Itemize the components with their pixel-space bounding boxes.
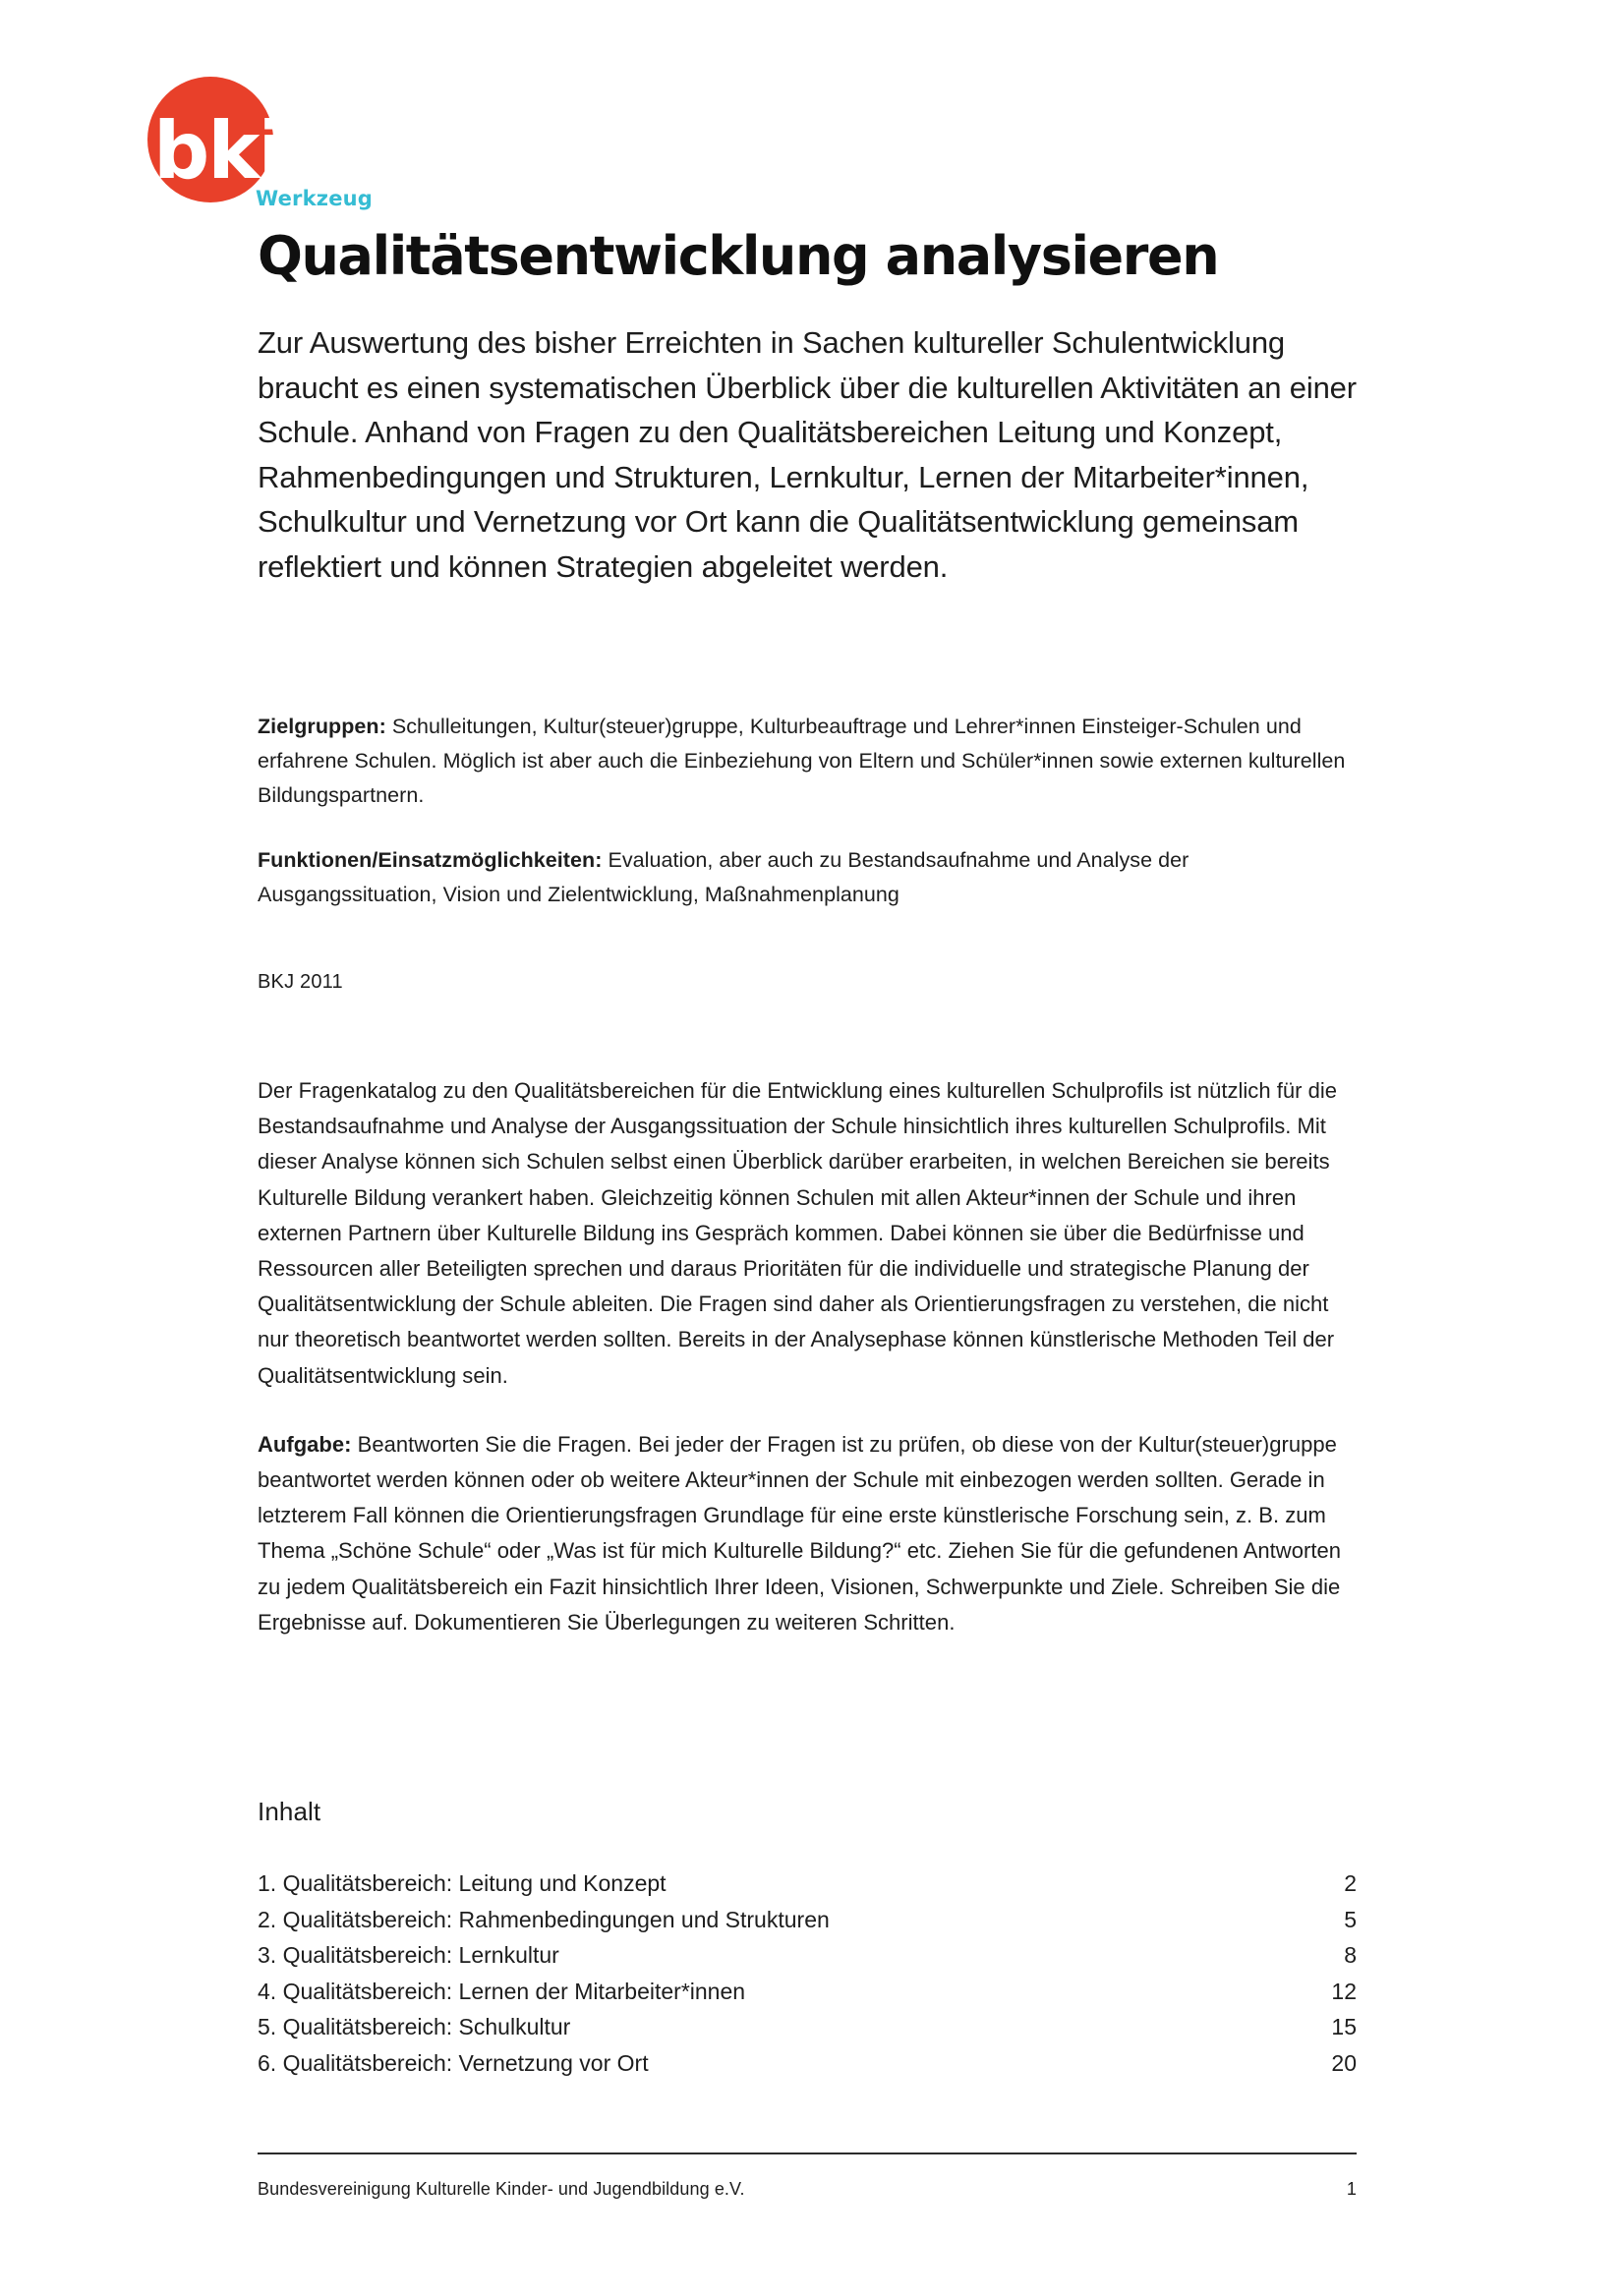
logo-subtitle: Werkzeug [256, 187, 374, 210]
footer-divider [258, 2152, 1357, 2154]
body-paragraph-1: Der Fragenkatalog zu den Qualitätsbereichen für die Entwicklung eines kulturellen Schulprofils ist nützlich für die Bestandsaufnahme und Analyse der Ausgangssituation der Schule hinsichtlich ihres kulturellen Schulprofils. Mit dieser Analyse können sich Schulen selbst einen Überblick darüber erarbeiten, in welchen Bereichen sie bereits Kulturelle Bildung verankert haben. Gleichzeitig können Schulen mit allen Akteur*innen der Schule und ihren externen Partnern über Kulturelle Bildung ins Gespräch kommen. Dabei können sie über die Bedürfnisse und Ressourcen aller Beteiligten sprechen und daraus Prioritäten für die individuelle und strategische Planung der Qualitätsentwicklung der Schule ableiten. Die Fragen sind daher als Orientierungsfragen zu verstehen, die nicht nur theoretisch beantwortet werden sollten. Bereits in der Analysephase können künstlerische Methoden Teil der Qualitätsentwicklung sein. [258, 1078, 1337, 1388]
toc-entry[interactable] [258, 1902, 1357, 1938]
zielgruppen-label: Zielgruppen: [258, 715, 386, 738]
toc-entry-page: 20 [1331, 2049, 1357, 2076]
zielgruppen-text: Schulleitungen, Kultur(steuer)gruppe, Kulturbeauftrage und Lehrer*innen Einsteiger-Schulen und erfahrene Schulen. Möglich ist aber auch die Einbeziehung von Eltern und Schüler*innen sowie externen kulturellen Bildungspartnern. [258, 715, 1346, 807]
toc-entry-label: 2. Qualitätsbereich: Rahmenbedingungen und Strukturen [258, 1906, 830, 1932]
logo-wordmark: bkj [153, 105, 283, 197]
meta-section [258, 710, 1357, 912]
toc-entry-label: 5. Qualitätsbereich: Schulkultur [258, 2014, 571, 2039]
funktionen-entry [258, 843, 1357, 912]
toc-entry[interactable] [258, 1937, 1357, 1974]
toc-entry[interactable] [258, 2045, 1357, 2082]
toc-entry-label: 6. Qualitätsbereich: Vernetzung vor Ort [258, 2049, 649, 2076]
toc-entry-label: 3. Qualitätsbereich: Lernkultur [258, 1942, 559, 1968]
credit-line: BKJ 2011 [258, 971, 343, 993]
page-title: Qualitätsentwicklung analysieren [258, 225, 1219, 287]
body-section [258, 1073, 1357, 1640]
toc-entry-page: 2 [1344, 1870, 1357, 1896]
bkj-logo [147, 77, 472, 214]
footer-page-number: 1 [1346, 2179, 1357, 2199]
toc-heading: Inhalt [258, 1797, 321, 1826]
toc-entry-page: 12 [1331, 1978, 1357, 2004]
page-footer [258, 2176, 1357, 2202]
toc-entry-page: 5 [1344, 1906, 1357, 1932]
footer-organisation: Bundesvereinigung Kulturelle Kinder- und Jugendbildung e.V. [258, 2179, 745, 2199]
funktionen-label: Funktionen/Einsatzmöglichkeiten: [258, 848, 603, 872]
aufgabe-paragraph [258, 1427, 1357, 1640]
toc-entry-label: 4. Qualitätsbereich: Lernen der Mitarbeiter*innen [258, 1978, 746, 2004]
lead-paragraph [258, 320, 1357, 589]
toc-entry[interactable] [258, 1974, 1357, 2010]
toc-entry[interactable] [258, 2009, 1357, 2045]
aufgabe-text: Beantworten Sie die Fragen. Bei jeder der Fragen ist zu prüfen, ob diese von der Kultur(steuer)gruppe beantwortet werden können oder ob weitere Akteur*innen der Schule mit einbezogen werden sollten. Gerade in letzterem Fall können die Orientierungsfragen Grundlage für eine erste künstlerische Forschung sein, z. B. zum Thema „Schöne Schule“ oder „Was ist für mich Kulturelle Bildung?“ etc. Ziehen Sie für die gefundenen Antworten zu jedem Qualitätsbereich ein Fazit hinsichtlich Ihrer Ideen, Visionen, Schwerpunkte und Ziele. Schreiben Sie die Ergebnisse auf. Dokumentieren Sie Überlegungen zu weiteren Schritten. [258, 1431, 1341, 1635]
toc-entry-page: 8 [1344, 1942, 1357, 1968]
table-of-contents [258, 1866, 1357, 2081]
aufgabe-label: Aufgabe: [258, 1431, 352, 1457]
toc-entry[interactable] [258, 1866, 1357, 1902]
zielgruppen-entry [258, 710, 1357, 813]
funktionen-text: Evaluation, aber auch zu Bestandsaufnahme und Analyse der Ausgangssituation, Vision und Zielentwicklung, Maßnahmenplanung [258, 848, 1189, 906]
lead-text: Zur Auswertung des bisher Erreichten in Sachen kultureller Schulentwicklung braucht es einen systematischen Überblick über die kulturellen Aktivitäten an einer Schule. Anhand von Fragen zu den Qualitätsbereichen Leitung und Konzept, Rahmenbedingungen und Strukturen, Lernkultur, Lernen der Mitarbeiter*innen, Schulkultur und Vernetzung vor Ort kann die Qualitätsentwicklung gemeinsam reflektiert und können Strategien abgeleitet werden. [258, 325, 1357, 584]
toc-entry-label: 1. Qualitätsbereich: Leitung und Konzept [258, 1870, 667, 1896]
toc-entry-page: 15 [1331, 2014, 1357, 2039]
